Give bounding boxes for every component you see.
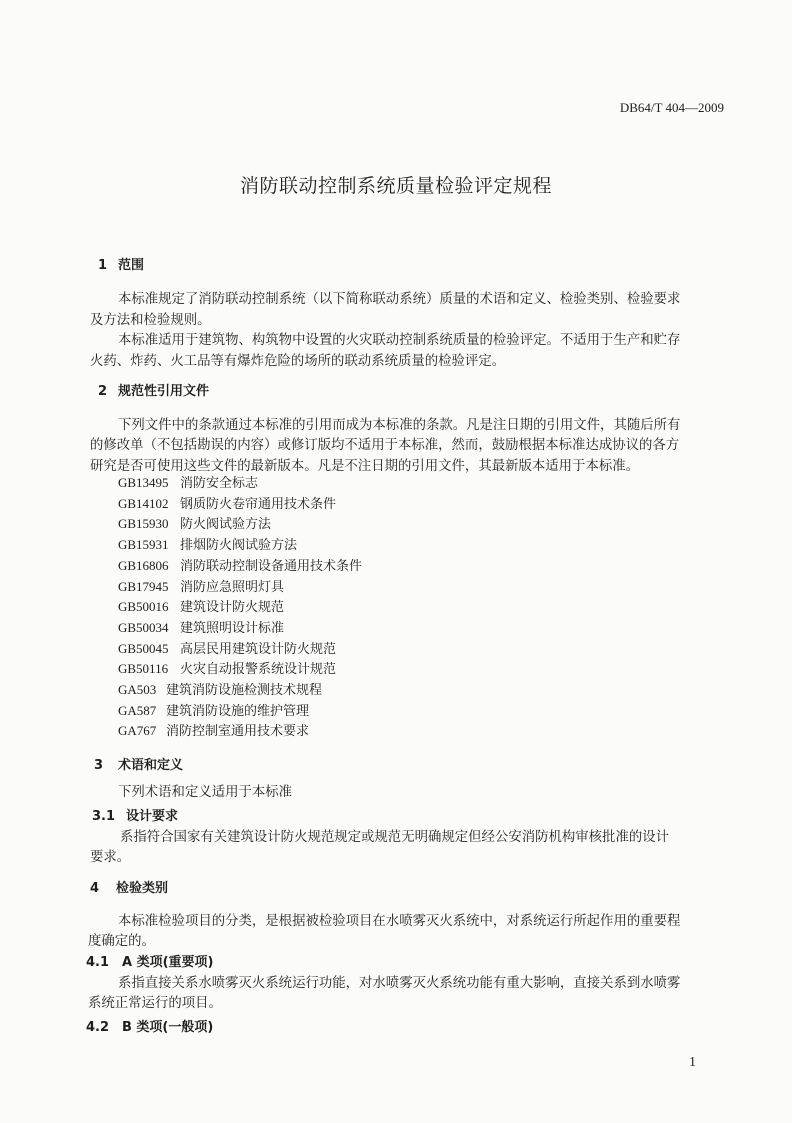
paragraph-line: 系指直接关系水喷雾灭火系统运行功能，对水喷雾灭火系统功能有重大影响，直接关系到水喷雾 (118, 976, 681, 991)
reference-code: GB15931 (118, 537, 169, 553)
reference-code: GB14102 (118, 495, 169, 511)
subsection-4-1-heading (86, 951, 213, 970)
paragraph-line: 本标准规定了消防联动控制系统（以下简称联动系统）质量的术语和定义、检验类别、检验要求 (118, 292, 681, 307)
paragraph-line: 度确定的。 (88, 934, 155, 949)
reference-title: 建筑消防设施的维护管理 (166, 703, 310, 719)
section-number: 1 (98, 258, 108, 273)
section-number: 2 (98, 384, 108, 399)
subsection-number: 3.1 (92, 809, 116, 824)
reference-code: GB16806 (118, 557, 169, 573)
subsection-3-1-heading (92, 805, 178, 824)
reference-code: GB50045 (118, 640, 169, 656)
paragraph-line: 本标准检验项目的分类，是根据被检验项目在水喷雾灭火系统中，对系统运行所起作用的重要程 (118, 914, 681, 929)
subsection-number: 4.2 (86, 1020, 110, 1035)
reference-title: 消防应急照明灯具 (180, 579, 285, 595)
section-4-heading (90, 877, 168, 896)
paragraph-line: 火药、炸药、火工品等有爆炸危险的场所的联动系统质量的检验评定。 (90, 354, 506, 369)
reference-title: 消防控制室通用技术要求 (166, 724, 310, 740)
reference-code: GB50116 (118, 661, 169, 677)
section-number: 4 (90, 881, 100, 896)
page-number: 1 (689, 1055, 696, 1070)
reference-item (118, 617, 284, 636)
paragraph-line: 系指符合国家有关建筑设计防火规范规定或规范无明确规定但经公安消防机构审核批准的设计 (120, 830, 670, 845)
reference-code: GA503 (118, 682, 157, 697)
section-number: 3 (94, 758, 104, 773)
reference-item (118, 576, 284, 595)
reference-title: 消防联动控制设备通用技术条件 (180, 558, 363, 574)
subsection-number: 4.1 (86, 955, 110, 970)
reference-item (118, 513, 271, 532)
reference-title: 排烟防火阀试验方法 (180, 538, 298, 554)
reference-title: 建筑设计防火规范 (180, 600, 285, 616)
section-title: 检验类别 (116, 881, 169, 896)
paragraph-line: 本标准适用于建筑物、构筑物中设置的火灾联动控制系统质量的检验评定。不适用于生产和贮存 (118, 333, 681, 348)
reference-code: GB13495 (118, 475, 169, 490)
subsection-4-2-heading (86, 1016, 213, 1035)
reference-title: 火灾自动报警系统设计规范 (180, 662, 337, 678)
standard-number: DB64/T 404—2009 (619, 100, 724, 115)
section-title: 范围 (118, 258, 145, 273)
reference-item (118, 534, 297, 553)
paragraph-line: 及方法和检验规则。 (90, 313, 211, 328)
reference-title: 消防安全标志 (180, 476, 259, 491)
section-title: 术语和定义 (118, 758, 184, 773)
subsection-title: A 类项(重要项) (122, 955, 214, 970)
section-title: 规范性引用文件 (118, 384, 210, 399)
reference-code: GB50034 (118, 619, 169, 635)
reference-item (118, 700, 309, 719)
reference-title: 高层民用建筑设计防火规范 (180, 641, 337, 657)
reference-code: GB15930 (118, 516, 169, 532)
reference-item (118, 658, 336, 677)
reference-item (118, 472, 258, 491)
reference-item (118, 720, 309, 739)
reference-item (118, 493, 336, 512)
reference-item (118, 638, 336, 657)
document-title: 消防联动控制系统质量检验评定规程 (239, 175, 552, 197)
paragraph-line: 下列术语和定义适用于本标准 (118, 785, 293, 800)
reference-code: GB17945 (118, 578, 169, 594)
reference-item (118, 679, 322, 698)
section-3-heading (94, 754, 183, 773)
reference-item (118, 555, 362, 574)
paragraph-line: 下列文件中的条款通过本标准的引用而成为本标准的条款。凡是注日期的引用文件，其随后所有 (118, 418, 681, 433)
section-1-heading (98, 254, 144, 273)
reference-title: 建筑照明设计标准 (180, 620, 285, 636)
section-2-heading (98, 380, 209, 399)
reference-code: GA587 (118, 702, 157, 718)
reference-item (118, 596, 284, 615)
paragraph-line: 要求。 (90, 850, 131, 865)
reference-code: GB50016 (118, 599, 169, 615)
subsection-title: B 类项(一般项) (122, 1020, 214, 1035)
reference-code: GA767 (118, 723, 157, 739)
paragraph-line: 系统正常运行的项目。 (88, 996, 222, 1011)
reference-title: 建筑消防设施检测技术规程 (166, 683, 323, 698)
paragraph-line: 研究是否可使用这些文件的最新版本。凡是不注日期的引用文件，其最新版本适用于本标准。 (90, 459, 640, 474)
reference-title: 钢质防火卷帘通用技术条件 (180, 496, 337, 512)
reference-title: 防火阀试验方法 (180, 517, 272, 533)
subsection-title: 设计要求 (126, 809, 179, 824)
paragraph-line: 的修改单（不包括勘误的内容）或修订版均不适用于本标准，然而，鼓励根据本标准达成协议的各方 (90, 438, 680, 453)
